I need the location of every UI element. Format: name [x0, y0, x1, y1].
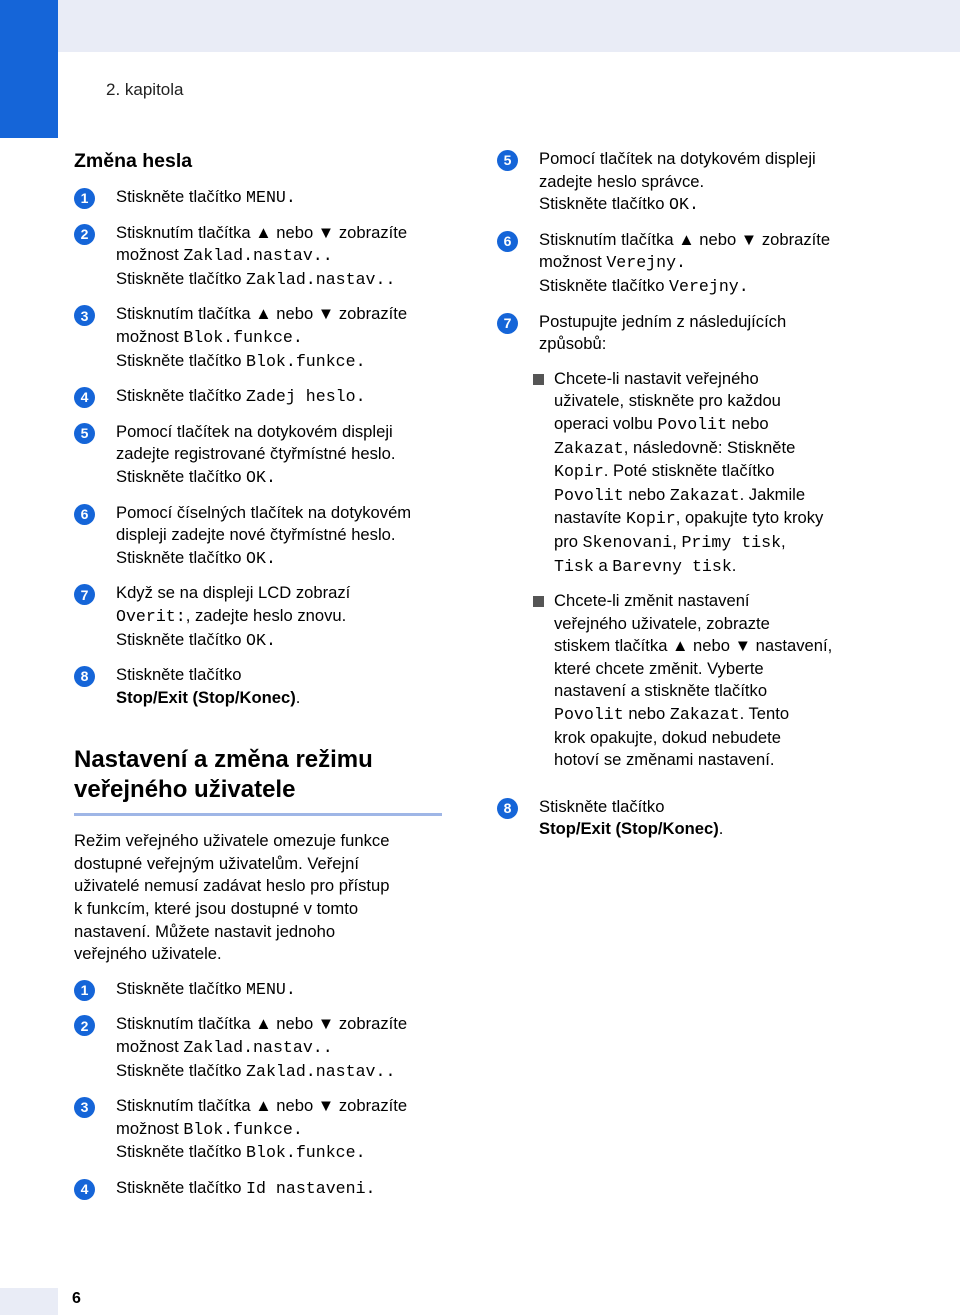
text-line — [554, 658, 832, 681]
text: Postupujte jedním z následujících — [539, 311, 787, 331]
lcd-option-text: Kopir — [625, 509, 676, 529]
step-number-badge: 6 — [74, 504, 95, 525]
text-line — [554, 368, 823, 391]
step-number-badge: 4 — [74, 1179, 95, 1200]
lcd-option-text: Zakazat — [669, 705, 740, 725]
text: a — [593, 555, 613, 575]
bullet-square-icon — [533, 374, 544, 385]
key-name: Stop/Exit (Stop/Konec) — [116, 687, 296, 707]
text-line — [116, 1141, 407, 1165]
step-item — [74, 385, 454, 409]
text: , — [672, 531, 682, 551]
text: Stiskněte tlačítko — [539, 796, 665, 816]
text: , zadejte heslo znovu. — [185, 605, 347, 625]
text: Pomocí tlačítek na dotykovém displeji — [116, 421, 393, 441]
step-item — [74, 1013, 454, 1083]
text: nebo — [623, 704, 670, 724]
lcd-option-text: Overit: — [116, 606, 186, 626]
step-text — [116, 978, 296, 1002]
lcd-option-text: Kopir — [554, 462, 604, 482]
step-text — [116, 582, 350, 652]
lcd-option-text: Zaklad.nastav.. — [246, 1061, 396, 1081]
text: Stiskněte tlačítko — [116, 629, 247, 649]
text: . Jakmile — [739, 484, 806, 504]
lcd-option-text: Zaklad.nastav.. — [183, 246, 333, 266]
text: Stiskněte tlačítko — [539, 194, 670, 214]
text: které chcete změnit. Vyberte — [554, 658, 764, 678]
text: , opakujte tyto kroky — [675, 508, 824, 528]
lcd-option-text: Verejny. — [606, 253, 686, 273]
text: veřejného uživatele, zobrazte — [554, 613, 770, 633]
step-number-badge: 1 — [74, 188, 95, 209]
lcd-option-text: OK. — [246, 630, 276, 650]
lcd-option-text: Povolit — [657, 414, 728, 434]
step-text — [116, 303, 407, 373]
text-line — [539, 251, 830, 275]
text-line — [116, 978, 296, 1002]
text-line — [116, 629, 350, 653]
text: Stiskněte tlačítko — [116, 350, 247, 370]
step-item — [497, 229, 877, 299]
step-number-badge: 8 — [74, 666, 95, 687]
lcd-option-text: MENU. — [246, 188, 296, 207]
lcd-option-text: Zakazat — [554, 438, 624, 458]
text-line — [554, 613, 832, 636]
key-name: Stop/Exit (Stop/Konec) — [539, 819, 719, 839]
step-item — [74, 582, 454, 652]
text-line — [116, 421, 395, 444]
text-line — [116, 524, 411, 547]
step-item — [497, 311, 877, 784]
step-item — [74, 1095, 454, 1165]
text: Stiskněte tlačítko — [116, 386, 247, 406]
text-line — [554, 703, 832, 727]
text-line — [539, 796, 723, 819]
lcd-option-text: Blok.funkce. — [246, 351, 366, 371]
lcd-option-text: Povolit — [554, 485, 624, 505]
intro-line: Režim veřejného uživatele omezuje funkce — [74, 831, 390, 851]
text-line — [116, 385, 366, 409]
lcd-option-text: Povolit — [554, 705, 624, 725]
step-number-badge: 3 — [74, 305, 95, 326]
text: možnost — [116, 326, 184, 346]
step-item — [74, 421, 454, 490]
step-text — [116, 385, 366, 409]
step-text — [539, 148, 816, 217]
intro-paragraph — [74, 830, 454, 966]
text-line — [539, 229, 830, 252]
step-item — [74, 186, 454, 210]
intro-line: dostupné veřejným uživatelům. Veřejní — [74, 853, 360, 873]
text: Stisknutím tlačítka ▲ nebo ▼ zobrazíte — [539, 229, 831, 249]
lcd-option-text: Id nastaveni. — [246, 1179, 376, 1198]
intro-line: k funkcím, které jsou dostupné v tomto — [74, 899, 359, 919]
text-line — [539, 171, 816, 194]
text-line — [116, 222, 407, 245]
text: Stiskněte tlačítko — [116, 547, 247, 567]
step-text — [116, 186, 296, 210]
bullet-item — [533, 590, 832, 772]
text: krok opakujte, dokud nebudete — [554, 727, 781, 747]
text-line — [116, 350, 407, 374]
subheading-change-password: Změna hesla — [74, 150, 193, 172]
text: Stisknutím tlačítka ▲ nebo ▼ zobrazíte — [116, 1014, 408, 1034]
step-number-badge: 7 — [74, 584, 95, 605]
text-line — [554, 390, 823, 413]
step-text — [116, 1095, 407, 1165]
text-line — [539, 333, 832, 356]
intro-line: veřejného uživatele. — [74, 944, 222, 964]
step-number-badge: 1 — [74, 980, 95, 1001]
step-number-badge: 4 — [74, 387, 95, 408]
section-rule — [74, 813, 442, 816]
text-line — [116, 303, 407, 326]
text: způsobů: — [539, 334, 607, 354]
text-line — [539, 193, 816, 217]
text-line — [539, 818, 723, 841]
bullet-text — [554, 590, 832, 772]
step-item — [74, 1177, 454, 1201]
lcd-option-text: Zadej heslo. — [246, 387, 366, 407]
bullet-text — [554, 368, 823, 578]
step-item — [74, 664, 454, 709]
text-line — [554, 555, 823, 579]
step-text — [539, 229, 830, 299]
intro-line: uživatelé nemusí zadávat heslo pro přístup — [74, 876, 390, 896]
text: , — [781, 531, 786, 551]
text: zadejte heslo správce. — [539, 171, 705, 191]
text-line — [116, 1036, 407, 1060]
bullet-item — [533, 368, 832, 578]
text: Stiskněte tlačítko — [116, 187, 247, 206]
text: Chcete-li nastavit veřejného — [554, 368, 759, 388]
step-text — [539, 796, 723, 841]
section-title-line: Nastavení a změna režimu — [74, 746, 373, 774]
step-text — [116, 421, 395, 490]
text: Stisknutím tlačítka ▲ nebo ▼ zobrazíte — [116, 304, 408, 324]
text: možnost — [539, 252, 607, 272]
text: nebo — [623, 484, 670, 504]
step-text — [116, 222, 407, 292]
text: možnost — [116, 245, 184, 265]
text-line — [116, 1060, 407, 1084]
text-line — [116, 1013, 407, 1036]
right-column — [497, 148, 877, 853]
lcd-option-text: Barevny tisk — [612, 556, 732, 576]
text: . — [718, 819, 724, 839]
text: Pomocí číselných tlačítek na dotykovém — [116, 502, 412, 522]
text: Stiskněte tlačítko — [116, 1142, 247, 1162]
section-title-line: veřejného uživatele — [74, 776, 296, 804]
step-item — [497, 148, 877, 217]
lcd-option-text: Skenovani — [582, 532, 673, 552]
text-line — [116, 502, 411, 525]
text: operaci volbu — [554, 413, 658, 433]
text-line — [116, 687, 300, 710]
text-line — [116, 443, 395, 466]
steps-public-user — [74, 978, 454, 1201]
page-number: 6 — [72, 1290, 81, 1307]
header-band — [0, 0, 960, 52]
text: . Tento — [739, 704, 790, 724]
bullet-square-icon — [533, 596, 544, 607]
bullet-list — [533, 368, 832, 772]
step-item — [497, 796, 877, 841]
text: Chcete-li změnit nastavení — [554, 591, 750, 611]
text: uživatele, stiskněte pro každou — [554, 391, 781, 411]
steps-public-user-continued — [497, 148, 877, 841]
text: , následovně: Stiskněte — [623, 437, 796, 457]
text: Stiskněte tlačítko — [116, 1060, 247, 1080]
lcd-option-text: Blok.funkce. — [183, 327, 303, 347]
step-item — [74, 303, 454, 373]
text-line — [116, 466, 395, 490]
step-number-badge: 5 — [74, 423, 95, 444]
text-line — [554, 507, 823, 531]
text-line — [554, 635, 832, 658]
text-line — [554, 590, 832, 613]
text: Když se na displeji LCD zobrazí — [116, 583, 351, 603]
text: Stiskněte tlačítko — [116, 1178, 247, 1197]
page-number-tab — [0, 1288, 58, 1315]
text-line — [116, 244, 407, 268]
text: možnost — [116, 1118, 184, 1138]
text-line — [116, 547, 411, 571]
step-item — [74, 222, 454, 292]
text: Stiskněte tlačítko — [116, 466, 247, 486]
lcd-option-text: Zakazat — [669, 485, 740, 505]
lcd-option-text: Zaklad.nastav.. — [246, 269, 396, 289]
lcd-option-text: OK. — [246, 467, 276, 487]
step-item — [74, 978, 454, 1002]
text-line — [554, 531, 823, 555]
lcd-option-text: Verejny. — [669, 276, 749, 296]
text: Stiskněte tlačítko — [539, 275, 670, 295]
text: . — [731, 555, 737, 575]
step-text — [116, 502, 411, 571]
lcd-option-text: Blok.funkce. — [246, 1143, 366, 1163]
text-line — [554, 484, 823, 508]
step-number-badge: 2 — [74, 224, 95, 245]
steps-change-password — [74, 186, 454, 709]
lcd-option-text: OK. — [246, 548, 276, 568]
text-line — [554, 680, 832, 703]
text: nastavení a stiskněte tlačítko — [554, 681, 768, 701]
text: hotoví se změnami nastavení. — [554, 750, 775, 770]
step-number-badge: 6 — [497, 231, 518, 252]
step-text — [116, 1177, 376, 1201]
step-text — [116, 1013, 407, 1083]
text-line — [539, 275, 830, 299]
text: Stisknutím tlačítka ▲ nebo ▼ zobrazíte — [116, 222, 408, 242]
text-line — [116, 268, 407, 292]
step-text — [539, 311, 832, 784]
text: displeji zadejte nové čtyřmístné heslo. — [116, 525, 396, 545]
chapter-label: 2. kapitola — [106, 80, 184, 99]
text-line — [554, 727, 832, 750]
text-line — [116, 1177, 376, 1201]
text: nastavíte — [554, 508, 626, 528]
lcd-option-text: Blok.funkce. — [183, 1119, 303, 1139]
text: možnost — [116, 1037, 184, 1057]
text: Stisknutím tlačítka ▲ nebo ▼ zobrazíte — [116, 1096, 408, 1116]
text: Stiskněte tlačítko — [116, 268, 247, 288]
step-item — [74, 502, 454, 571]
text-line — [116, 186, 296, 210]
text: Pomocí tlačítek na dotykovém displeji — [539, 149, 816, 168]
text-line — [116, 1118, 407, 1142]
text-line — [116, 664, 300, 687]
left-column — [74, 148, 454, 1213]
text-line — [116, 326, 407, 350]
text-line — [554, 413, 823, 437]
lcd-option-text: Tisk — [554, 556, 594, 576]
text-line — [539, 311, 832, 334]
text: nebo — [727, 413, 769, 433]
step-number-badge: 8 — [497, 798, 518, 819]
step-number-badge: 3 — [74, 1097, 95, 1118]
text-line — [116, 1095, 407, 1118]
chapter-tab — [0, 0, 58, 138]
text: Stiskněte tlačítko — [116, 978, 247, 998]
text-line — [554, 460, 823, 484]
section-title — [74, 745, 454, 805]
text-line — [539, 148, 816, 171]
step-text — [116, 664, 300, 709]
text-line — [116, 605, 350, 629]
lcd-option-text: MENU. — [246, 979, 296, 999]
intro-line: nastavení. Můžete nastavit jednoho — [74, 921, 336, 941]
text: pro — [554, 531, 583, 551]
lcd-option-text: Zaklad.nastav.. — [183, 1038, 333, 1058]
text-line — [116, 582, 350, 605]
lcd-option-text: OK. — [669, 195, 699, 215]
step-number-badge: 5 — [497, 150, 518, 171]
step-number-badge: 7 — [497, 313, 518, 334]
lcd-option-text: Primy tisk — [681, 532, 782, 552]
text-line — [554, 749, 832, 772]
text-line — [554, 437, 823, 461]
text: . Poté stiskněte tlačítko — [603, 461, 775, 481]
text: zadejte registrované čtyřmístné heslo. — [116, 444, 396, 464]
text: . — [295, 687, 301, 707]
step-number-badge: 2 — [74, 1015, 95, 1036]
text: Stiskněte tlačítko — [116, 665, 242, 685]
text: stiskem tlačítka ▲ nebo ▼ nastavení, — [554, 636, 833, 656]
